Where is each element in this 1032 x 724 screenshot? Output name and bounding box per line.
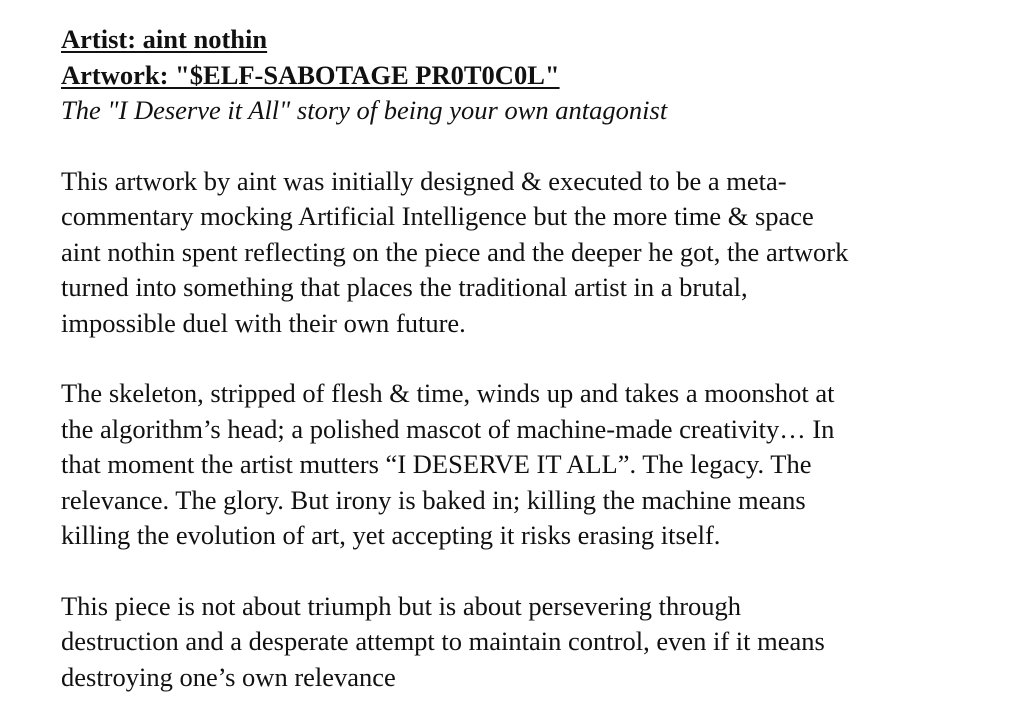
paragraph-line: that moment the artist mutters “I DESERVE IT ALL”. The legacy. The bbox=[61, 449, 812, 479]
paragraph-line: relevance. The glory. But irony is baked in; killing the machine means bbox=[61, 484, 806, 515]
paragraph-line: This piece is not about triumph but is about persevering through bbox=[61, 590, 742, 621]
paragraph-line: killing the evolution of art, yet accepting it risks erasing itself. bbox=[61, 520, 721, 550]
paragraph-line: destroying one’s own relevance bbox=[61, 661, 396, 692]
artwork-subtitle: The "I Deserve it All" story of being your own antagonist bbox=[61, 95, 668, 125]
artwork-heading: Artwork: "$ELF-SABOTAGE PR0T0C0L" bbox=[61, 59, 560, 90]
paragraph-skeleton bbox=[61, 376, 1011, 554]
paragraph-spacer bbox=[61, 341, 1011, 376]
paragraph-intro bbox=[61, 164, 1011, 342]
paragraph-line: aint nothin spent reflecting on the piece and the deeper he got, the artwork bbox=[61, 236, 849, 267]
paragraph-conclusion bbox=[61, 589, 1011, 696]
paragraph-spacer bbox=[61, 554, 1011, 589]
paragraph-line: destruction and a desperate attempt to maintain control, even if it means bbox=[61, 626, 825, 656]
paragraph-line: the algorithm’s head; a polished mascot of machine-made creativity… In bbox=[61, 413, 835, 444]
artist-heading: Artist: aint nothin bbox=[61, 24, 268, 54]
paragraph-line: impossible duel with their own future. bbox=[61, 307, 466, 338]
paragraph-line: turned into something that places the traditional artist in a brutal, bbox=[61, 272, 748, 302]
paragraph-line: This artwork by aint was initially designed & executed to be a meta- bbox=[61, 165, 787, 196]
paragraph-spacer bbox=[61, 129, 1011, 164]
paragraph-line: commentary mocking Artificial Intelligence but the more time & space bbox=[61, 201, 814, 231]
paragraph-line: The skeleton, stripped of flesh & time, winds up and takes a moonshot at bbox=[61, 378, 835, 408]
document bbox=[61, 22, 1011, 695]
